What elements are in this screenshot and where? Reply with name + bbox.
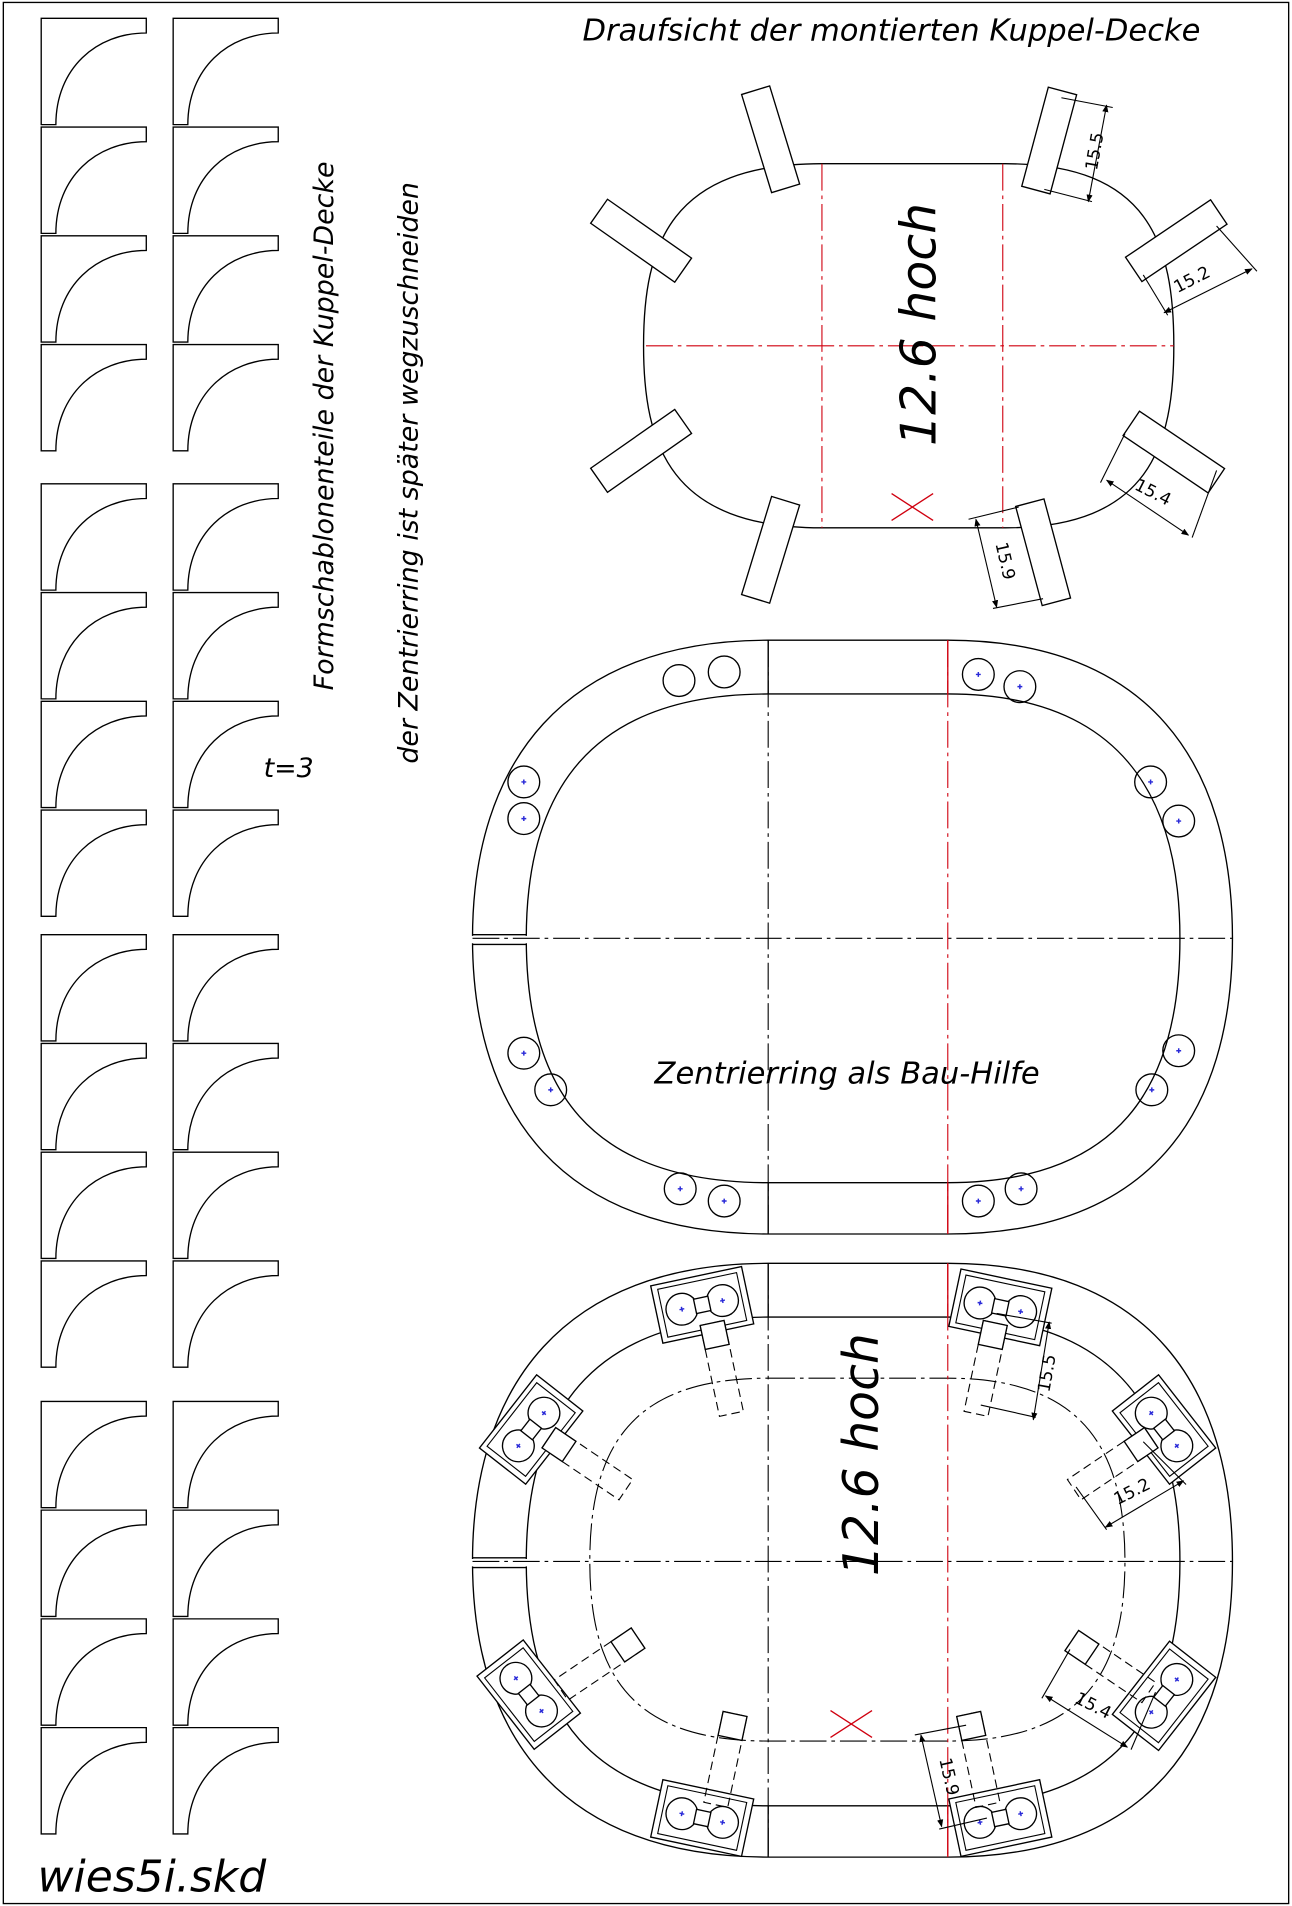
ring-caption: Zentrierring als Bau-Hilfe — [654, 1056, 1040, 1092]
template-piece — [173, 1261, 278, 1367]
template-piece — [41, 935, 146, 1041]
template-piece — [173, 127, 278, 233]
pin-center-mark — [722, 1199, 727, 1204]
top-view — [591, 86, 1257, 609]
template-piece — [41, 1401, 146, 1507]
template-piece — [41, 810, 146, 916]
template-piece — [173, 345, 278, 451]
pin-center-mark — [1148, 780, 1153, 785]
rib — [591, 199, 692, 282]
template-piece — [173, 810, 278, 916]
template-piece — [41, 236, 146, 342]
rib — [742, 86, 800, 193]
template-piece — [41, 1728, 146, 1834]
template-piece — [173, 1728, 278, 1834]
pin-center-mark — [548, 1087, 553, 1092]
svg-text:15.9: 15.9 — [990, 540, 1019, 582]
template-piece — [173, 18, 278, 124]
template-piece — [41, 593, 146, 699]
thickness-note: t=3 — [263, 753, 314, 785]
template-piece — [173, 1619, 278, 1725]
template-piece — [173, 484, 278, 590]
template-piece — [41, 701, 146, 807]
top-view-title: Draufsicht der montierten Kuppel-Decke — [582, 13, 1201, 49]
pin-center-mark — [1149, 1087, 1154, 1092]
template-piece — [41, 1619, 146, 1725]
template-piece — [41, 1043, 146, 1149]
template-piece — [173, 593, 278, 699]
rib — [1022, 87, 1077, 194]
assembly-reference-mark — [830, 1711, 872, 1738]
pin-center-mark — [976, 672, 981, 677]
height-label-assembly: 12.6 hoch — [833, 1333, 891, 1577]
template-piece — [173, 935, 278, 1041]
pin-center-mark — [1017, 684, 1022, 689]
template-piece — [41, 127, 146, 233]
pin-center-mark — [1176, 1048, 1181, 1053]
clamp-block — [949, 1780, 1052, 1857]
svg-text:15.5: 15.5 — [1082, 130, 1109, 172]
template-piece — [41, 1152, 146, 1258]
centering-ring-view — [470, 640, 1232, 1234]
rib-hidden — [554, 1628, 645, 1700]
svg-text:15.2: 15.2 — [1110, 1474, 1154, 1510]
template-piece — [41, 484, 146, 590]
svg-text:15.4: 15.4 — [1131, 475, 1175, 511]
template-pieces — [41, 18, 278, 1834]
svg-text:15.2: 15.2 — [1170, 262, 1214, 298]
pin-center-mark — [521, 816, 526, 821]
template-piece — [173, 1510, 278, 1616]
pin-center-mark — [1176, 819, 1181, 824]
template-piece — [173, 701, 278, 807]
template-piece — [173, 1152, 278, 1258]
rib-hidden — [964, 1320, 1007, 1416]
ring-removal-note: der Zentrierring ist später wegzuschneiden — [393, 182, 425, 764]
rib — [591, 409, 692, 492]
filename-label: wies5i.skd — [37, 1851, 267, 1903]
svg-text:15.4: 15.4 — [1071, 1688, 1115, 1724]
height-label-top: 12.6 hoch — [890, 202, 948, 446]
rib-hidden — [542, 1428, 633, 1500]
template-piece — [173, 1043, 278, 1149]
ring-outer — [473, 640, 1233, 1234]
pin-center-mark — [1019, 1186, 1024, 1191]
templates-label: Formschablonenteile der Kuppel-Decke — [309, 161, 341, 691]
svg-text:15.5: 15.5 — [1034, 1352, 1061, 1394]
pin-hole — [708, 656, 740, 688]
template-piece — [41, 345, 146, 451]
template-piece — [41, 18, 146, 124]
pin-center-mark — [678, 1186, 683, 1191]
rib — [742, 496, 800, 603]
assembly-view — [470, 1263, 1232, 1857]
clamp-block — [477, 1640, 580, 1749]
rib-hidden — [700, 1320, 743, 1416]
clamp-block — [1112, 1641, 1215, 1750]
template-piece — [173, 236, 278, 342]
template-piece — [41, 1510, 146, 1616]
template-piece — [41, 1261, 146, 1367]
rib — [1016, 499, 1071, 606]
clamp-block — [479, 1375, 582, 1484]
pin-center-mark — [521, 1051, 526, 1056]
svg-text:15.9: 15.9 — [934, 1756, 963, 1798]
pin-center-mark — [976, 1199, 981, 1204]
pin-center-mark — [521, 780, 526, 785]
template-piece — [173, 1401, 278, 1507]
pin-hole — [663, 665, 695, 697]
reference-mark — [892, 494, 934, 521]
